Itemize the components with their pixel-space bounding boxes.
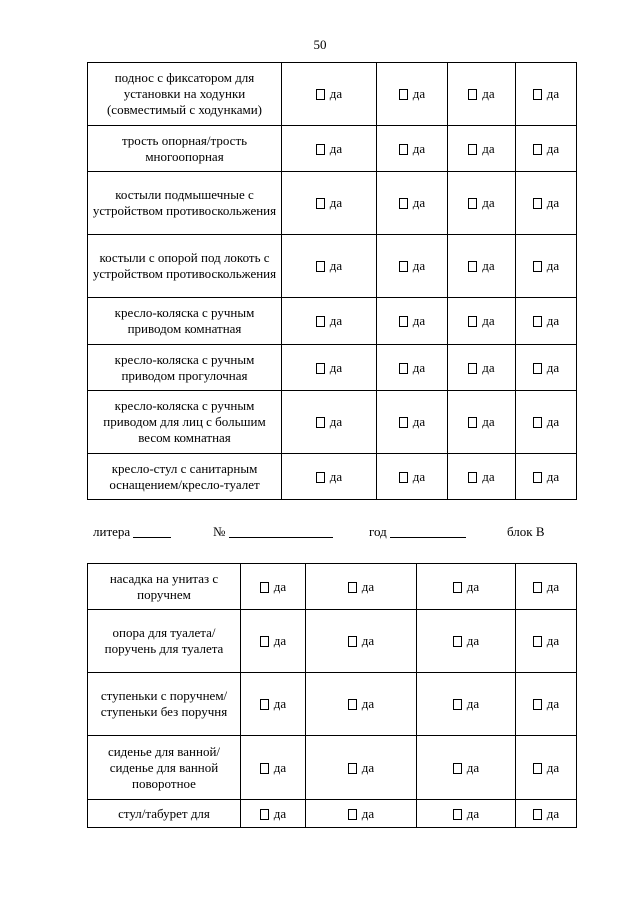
checkbox[interactable]: [316, 316, 325, 327]
option-cell: [241, 673, 306, 736]
checkbox[interactable]: [399, 316, 408, 327]
option-cell: [417, 736, 516, 800]
option-cell: [241, 564, 306, 610]
checkbox[interactable]: [533, 89, 542, 100]
option-cell: [516, 454, 577, 500]
table-row: [88, 800, 577, 828]
checkbox[interactable]: [533, 763, 542, 774]
option-label: да: [546, 359, 560, 375]
row-label: костыли подмышечные с устройством противоскольжения: [88, 172, 282, 235]
checkbox[interactable]: [468, 89, 477, 100]
checkbox[interactable]: [453, 763, 462, 774]
option-label: да: [329, 86, 343, 101]
option-label: да: [546, 195, 560, 210]
option-label: да: [482, 86, 495, 101]
option-label: да: [546, 633, 560, 648]
option-label: да: [412, 359, 426, 375]
option-cell: [306, 736, 417, 800]
option-label: да: [482, 195, 495, 210]
option-cell: [306, 800, 417, 828]
option-cell: [417, 673, 516, 736]
option-label: да: [273, 759, 287, 775]
checkbox[interactable]: [399, 144, 408, 155]
table-row: [88, 235, 577, 298]
option-cell: [282, 63, 377, 126]
checkbox[interactable]: [533, 472, 542, 483]
checkbox[interactable]: [316, 363, 325, 374]
option-label: да: [273, 633, 287, 648]
option-label: да: [412, 195, 426, 210]
checkbox[interactable]: [399, 417, 408, 428]
checkbox[interactable]: [348, 582, 357, 593]
checkbox[interactable]: [468, 198, 477, 209]
row-label: опора для туалета/поручень для туалета: [88, 610, 241, 673]
option-cell: [516, 298, 577, 345]
checkbox[interactable]: [453, 636, 462, 647]
table-row: [88, 126, 577, 172]
table-row: [88, 610, 577, 673]
checkbox[interactable]: [348, 699, 357, 710]
checkbox[interactable]: [316, 198, 325, 209]
option-label: да: [412, 414, 426, 429]
option-cell: [241, 800, 306, 828]
table-row: [88, 345, 577, 391]
option-label: да: [482, 313, 495, 328]
option-label: да: [546, 578, 560, 594]
checkbox[interactable]: [533, 699, 542, 710]
option-cell: [516, 736, 577, 800]
block-label: блок В: [507, 524, 545, 539]
option-label: да: [466, 633, 480, 648]
checkbox[interactable]: [533, 144, 542, 155]
option-cell: [448, 345, 516, 391]
checkbox[interactable]: [399, 472, 408, 483]
table-row: [88, 736, 577, 800]
checkbox[interactable]: [348, 763, 357, 774]
page-number: 50: [313, 37, 327, 52]
option-cell: [417, 610, 516, 673]
checkbox[interactable]: [468, 316, 477, 327]
option-cell: [516, 235, 577, 298]
row-label: трость опорная/трость многоопорная: [88, 126, 282, 172]
option-cell: [377, 391, 448, 454]
option-cell: [417, 564, 516, 610]
option-cell: [516, 126, 577, 172]
checkbox[interactable]: [453, 582, 462, 593]
option-label: да: [329, 195, 343, 210]
option-label: да: [273, 578, 287, 594]
checkbox[interactable]: [533, 316, 542, 327]
option-label: да: [546, 313, 560, 328]
litera-field[interactable]: [93, 524, 171, 540]
option-cell: [282, 235, 377, 298]
row-label: кресло-коляска с ручным приводом прогулочная: [88, 345, 282, 391]
option-cell: [377, 345, 448, 391]
checkbox[interactable]: [533, 636, 542, 647]
litera-label: литера: [93, 524, 131, 539]
option-cell: [282, 454, 377, 500]
checkbox[interactable]: [453, 809, 462, 820]
row-label: насадка на унитаз с поручнем: [88, 564, 241, 610]
checkbox[interactable]: [316, 261, 325, 272]
row-label: кресло-коляска с ручным приводом для лиц с большим весом комнатная: [88, 391, 282, 454]
equipment-table-2: [87, 563, 577, 828]
equipment-table-1: [87, 62, 577, 500]
option-label: да: [361, 759, 375, 775]
checkbox[interactable]: [316, 144, 325, 155]
option-label: да: [361, 578, 375, 594]
option-label: да: [466, 578, 480, 594]
row-label: кресло-стул с санитарным оснащением/кресло-туалет: [88, 454, 282, 500]
option-label: да: [466, 696, 480, 711]
option-cell: [448, 172, 516, 235]
option-label: да: [546, 258, 560, 273]
option-label: да: [361, 633, 375, 648]
checkbox[interactable]: [533, 363, 542, 374]
option-cell: [377, 63, 448, 126]
option-cell: [306, 673, 417, 736]
option-label: да: [412, 86, 426, 101]
checkbox[interactable]: [468, 144, 477, 155]
option-label: да: [482, 258, 495, 273]
option-cell: [306, 610, 417, 673]
row-label: поднос с фиксатором для установки на ходунки (совместимый с ходунками): [88, 63, 282, 126]
option-cell: [241, 736, 306, 800]
row-label: ступеньки с поручнем/ступеньки без поручня: [88, 673, 241, 736]
option-label: да: [412, 313, 426, 328]
option-cell: [516, 345, 577, 391]
option-cell: [516, 673, 577, 736]
option-cell: [282, 126, 377, 172]
checkbox[interactable]: [468, 472, 477, 483]
checkbox[interactable]: [399, 198, 408, 209]
checkbox[interactable]: [453, 699, 462, 710]
option-label: да: [329, 414, 343, 429]
option-label: да: [329, 468, 343, 484]
option-cell: [516, 800, 577, 828]
option-label: да: [482, 414, 495, 429]
option-cell: [417, 800, 516, 828]
number-blank[interactable]: [229, 525, 333, 538]
checkbox[interactable]: [468, 417, 477, 428]
table-row: [88, 454, 577, 500]
option-label: да: [361, 696, 375, 711]
table-row: [88, 298, 577, 345]
table-row: [88, 172, 577, 235]
option-label: да: [466, 759, 480, 775]
option-label: да: [412, 140, 426, 156]
option-label: да: [482, 359, 495, 375]
checkbox[interactable]: [260, 809, 269, 820]
checkbox[interactable]: [533, 417, 542, 428]
option-label: да: [329, 140, 343, 156]
row-label: костыли с опорой под локоть с устройством противоскольжения: [88, 235, 282, 298]
option-label: да: [273, 696, 287, 711]
checkbox[interactable]: [399, 89, 408, 100]
option-cell: [377, 126, 448, 172]
option-cell: [377, 235, 448, 298]
option-label: да: [273, 805, 287, 821]
year-blank[interactable]: [390, 525, 466, 538]
row-label: сиденье для ванной/сиденье для ванной поворотное: [88, 736, 241, 800]
option-label: да: [482, 468, 495, 484]
option-label: да: [546, 805, 560, 821]
table-row: [88, 564, 577, 610]
option-cell: [448, 298, 516, 345]
option-cell: [516, 391, 577, 454]
option-cell: [516, 564, 577, 610]
checkbox[interactable]: [260, 636, 269, 647]
checkbox[interactable]: [533, 198, 542, 209]
option-cell: [448, 454, 516, 500]
option-cell: [448, 126, 516, 172]
checkbox[interactable]: [260, 763, 269, 774]
checkbox[interactable]: [533, 261, 542, 272]
checkbox[interactable]: [533, 809, 542, 820]
option-cell: [282, 391, 377, 454]
option-label: да: [546, 759, 560, 775]
option-label: да: [412, 258, 426, 273]
checkbox[interactable]: [468, 363, 477, 374]
option-cell: [448, 235, 516, 298]
option-cell: [516, 172, 577, 235]
option-cell: [282, 298, 377, 345]
option-label: да: [482, 140, 495, 156]
option-cell: [448, 391, 516, 454]
option-cell: [306, 564, 417, 610]
option-label: да: [546, 140, 560, 156]
option-cell: [377, 454, 448, 500]
year-label: год: [369, 524, 387, 539]
checkbox[interactable]: [399, 363, 408, 374]
option-cell: [377, 172, 448, 235]
year-field[interactable]: [369, 524, 466, 540]
row-label: кресло-коляска с ручным приводом комнатная: [88, 298, 282, 345]
checkbox[interactable]: [348, 809, 357, 820]
option-label: да: [329, 258, 343, 273]
checkbox[interactable]: [348, 636, 357, 647]
row-label: стул/табурет для: [88, 800, 241, 828]
option-cell: [516, 610, 577, 673]
checkbox[interactable]: [316, 472, 325, 483]
option-cell: [448, 63, 516, 126]
option-label: да: [361, 805, 375, 821]
checkbox[interactable]: [260, 582, 269, 593]
checkbox[interactable]: [399, 261, 408, 272]
litera-blank[interactable]: [133, 525, 171, 538]
table-row: [88, 63, 577, 126]
option-label: да: [546, 696, 560, 711]
option-label: да: [329, 359, 343, 375]
option-label: да: [546, 86, 560, 101]
checkbox[interactable]: [316, 89, 325, 100]
number-label: №: [213, 524, 226, 539]
checkbox[interactable]: [260, 699, 269, 710]
table-row: [88, 391, 577, 454]
checkbox[interactable]: [533, 582, 542, 593]
checkbox[interactable]: [468, 261, 477, 272]
option-cell: [377, 298, 448, 345]
option-label: да: [329, 313, 343, 328]
option-label: да: [546, 468, 560, 484]
option-label: да: [466, 805, 480, 821]
number-field[interactable]: [213, 524, 333, 540]
table-row: [88, 673, 577, 736]
option-label: да: [412, 468, 426, 484]
checkbox[interactable]: [316, 417, 325, 428]
option-label: да: [546, 414, 560, 429]
option-cell: [282, 172, 377, 235]
option-cell: [282, 345, 377, 391]
option-cell: [516, 63, 577, 126]
option-cell: [241, 610, 306, 673]
